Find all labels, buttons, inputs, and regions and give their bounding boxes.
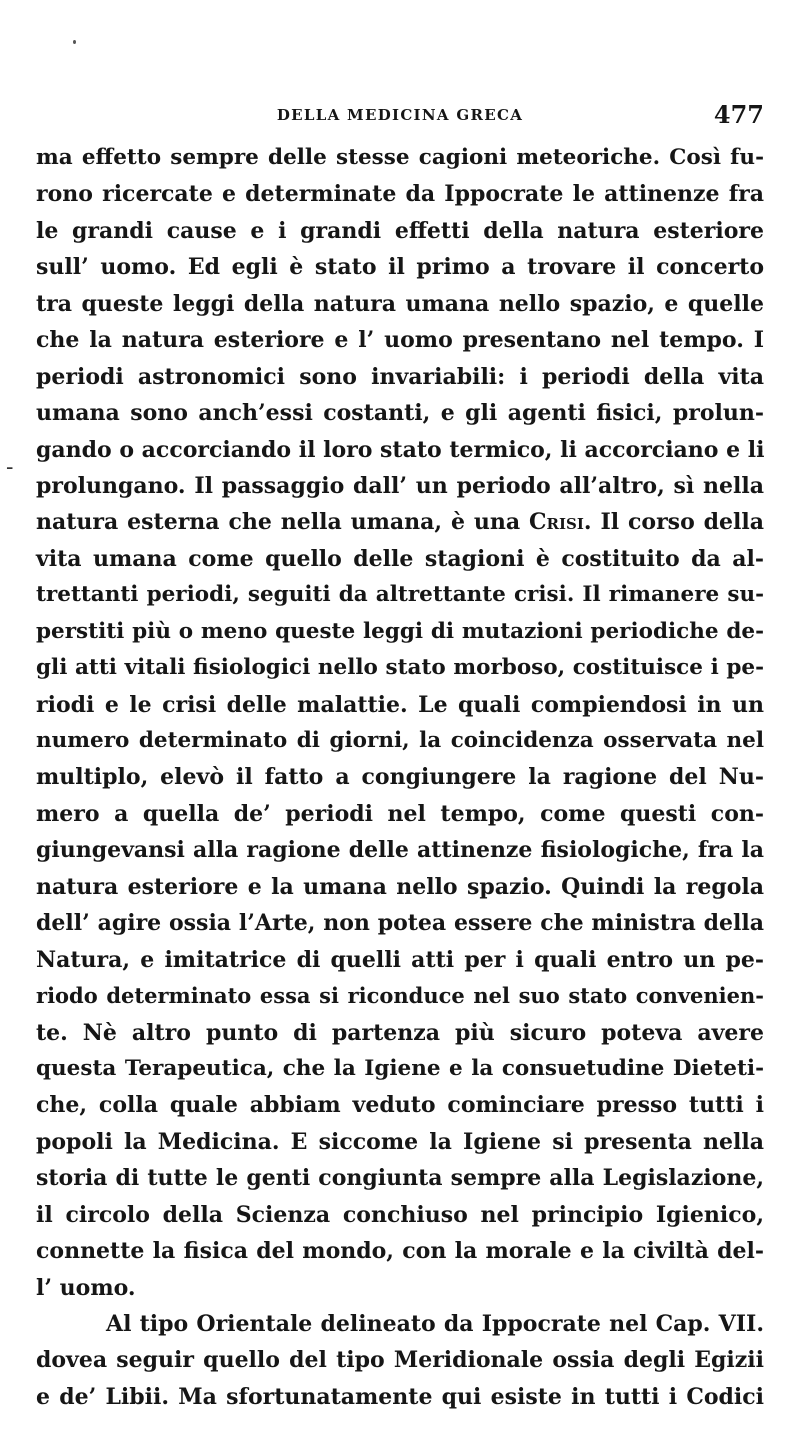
text-line: storia di tutte le genti congiunta sempre alla Legislazione, bbox=[36, 1165, 764, 1192]
text-line: questa Terapeutica, che la Igiene e la consuetudine Dieteti- bbox=[36, 1055, 764, 1081]
text-line: che, colla quale abbiam veduto cominciare presso tutti i bbox=[36, 1092, 764, 1119]
text-line: umana sono anch’essi costanti, e gli agenti fisici, prolun- bbox=[36, 400, 764, 427]
text-line: ma effetto sempre delle stesse cagioni meteoriche. Così fu- bbox=[36, 145, 764, 170]
margin-mark: - bbox=[6, 455, 14, 480]
text-line: connette la fisica del mondo, con la morale e la civiltà del- bbox=[36, 1238, 764, 1265]
text-line: sull’ uomo. Ed egli è stato il primo a trovare il concerto bbox=[36, 254, 764, 281]
text-line: l’ uomo. bbox=[36, 1274, 136, 1301]
page-number: 477 bbox=[713, 100, 764, 129]
running-head: DELLA MEDICINA GRECA bbox=[276, 106, 524, 124]
text-segment: natura esterna che nella umana, è una bbox=[36, 509, 521, 536]
text-line: e de’ Libii. Ma sfortunatamente qui esiste in tutti i Codici bbox=[36, 1383, 764, 1410]
text-line: le grandi cause e i grandi effetti della natura esteriore bbox=[36, 217, 764, 244]
text-line: perstiti più o meno queste leggi di mutazioni periodiche de- bbox=[36, 618, 764, 644]
text-line: mero a quella de’ periodi nel tempo, come questi con- bbox=[36, 800, 764, 827]
paragraph-start-line: Al tipo Orientale delineato da Ippocrate nel Cap. VII. bbox=[106, 1311, 764, 1337]
text-line: te. Nè altro punto di partenza più sicuro poteva avere bbox=[36, 1019, 764, 1046]
text-line: tra queste leggi della natura umana nello spazio, e quelle bbox=[36, 290, 764, 317]
text-line: Natura, e imitatrice di quelli atti per i quali entro un pe- bbox=[36, 946, 764, 973]
text-line: numero determinato di giorni, la coincidenza osservata nel bbox=[36, 728, 764, 753]
text-line-crisi bbox=[36, 504, 764, 540]
text-line: riodo determinato essa si riconduce nel suo stato convenien- bbox=[36, 983, 764, 1009]
text-line: dovea seguir quello del tipo Meridionale ossia degli Egizii bbox=[36, 1347, 764, 1374]
text-line: rono ricercate e determinate da Ippocrate le attinenze fra bbox=[36, 181, 764, 208]
crisi-term: Crisi. bbox=[529, 509, 592, 536]
body-text bbox=[36, 140, 764, 1415]
text-line: dell’ agire ossia l’Arte, non potea essere che ministra della bbox=[36, 910, 764, 937]
text-segment: Il corso della bbox=[591, 509, 765, 536]
text-line: trettanti periodi, seguiti da altrettante crisi. Il rimanere su- bbox=[36, 582, 764, 608]
text-line: che la natura esteriore e l’ uomo presentano nel tempo. I bbox=[36, 327, 764, 354]
ink-speck bbox=[73, 40, 76, 44]
text-line: prolungano. Il passaggio dall’ un periodo all’altro, sì nella bbox=[36, 472, 764, 499]
text-line: periodi astronomici sono invariabili: i periodi della vita bbox=[36, 363, 764, 390]
text-line: giungevansi alla ragione delle attinenze fisiologiche, fra la bbox=[36, 837, 764, 864]
page-header bbox=[36, 100, 764, 130]
text-line: gli atti vitali fisiologici nello stato morboso, costituisce i pe- bbox=[36, 655, 764, 681]
text-line: riodi e le crisi delle malattie. Le quali compiendosi in un bbox=[36, 691, 764, 718]
text-line: popoli la Medicina. E siccome la Igiene si presenta nella bbox=[36, 1128, 764, 1155]
text-line: natura esteriore e la umana nello spazio. Quindi la regola bbox=[36, 873, 764, 900]
text-line: il circolo della Scienza conchiuso nel principio Igienico, bbox=[36, 1201, 764, 1228]
text-line: multiplo, elevò il fatto a congiungere la ragione del Nu- bbox=[36, 764, 764, 791]
text-line: gando o accorciando il loro stato termico, li accorciano e li bbox=[36, 436, 765, 463]
text-line: vita umana come quello delle stagioni è costituito da al- bbox=[36, 545, 764, 572]
